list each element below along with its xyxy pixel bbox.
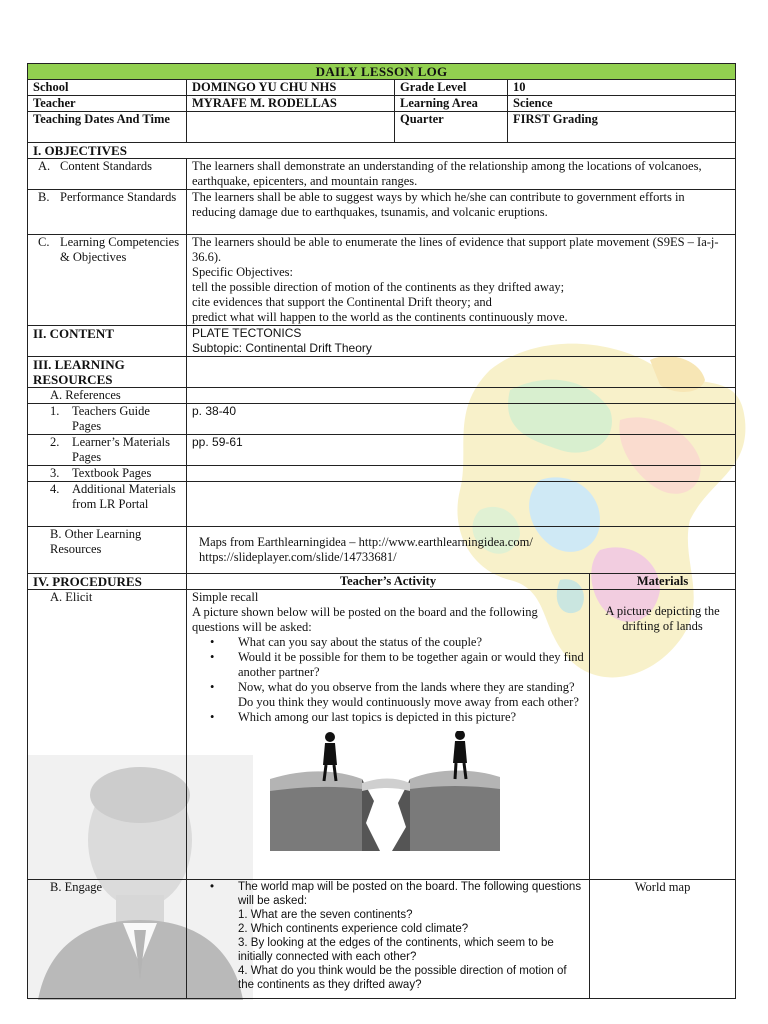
teaching-dates-label: Teaching Dates And Time (28, 112, 187, 143)
materials-header: Materials (590, 574, 736, 590)
performance-standards-text-label: Performance Standards (60, 190, 177, 204)
resource-item-label: Learner’s Materials Pages (72, 435, 170, 464)
teachers-activity-header: Teacher’s Activity (187, 574, 590, 590)
elicit-line-1: Simple recall (192, 590, 259, 604)
resource-item-num: 3. (50, 466, 60, 480)
resource-item-value: pp. 59-61 (187, 435, 736, 466)
resource-item-value (187, 466, 736, 482)
performance-standards-label (28, 190, 187, 235)
learning-resources-empty (187, 357, 736, 388)
competency-line-2: Specific Objectives: (192, 265, 294, 279)
engage-label: B. Engage (28, 880, 187, 999)
learning-competencies-text (187, 235, 736, 326)
daily-lesson-log-table (27, 63, 736, 999)
resource-item-additional-materials (28, 482, 187, 527)
elicit-line-2: A picture shown below will be posted on the board and the following questions will be asked: (192, 605, 538, 634)
engage-activity (187, 880, 590, 999)
resource-item-num: 2. (50, 435, 60, 449)
resource-item-label: Additional Materials from LR Portal (72, 482, 176, 511)
content-topic-title: PLATE TECTONICS (192, 326, 302, 340)
other-learning-resources-label: B. Other Learning Resources (28, 527, 187, 574)
learning-competencies-text-label: Learning Competencies & Objectives (60, 235, 180, 264)
learning-competencies-label (28, 235, 187, 326)
resource-item-value (187, 482, 736, 527)
content-heading: II. CONTENT (28, 326, 187, 357)
references-label: A. References (28, 388, 187, 404)
teacher-label: Teacher (28, 96, 187, 112)
content-subtopic: Subtopic: Continental Drift Theory (192, 341, 372, 355)
content-standards-text-label: Content Standards (60, 159, 153, 173)
content-standards-text: The learners shall demonstrate an understanding of the relationship among the locations of volcanoes, earthquake, epicenters, and mountain ranges. (187, 159, 736, 190)
other-resource-link-2: https://slideplayer.com/slide/14733681/ (199, 550, 397, 564)
resource-item-label: Textbook Pages (72, 466, 152, 480)
resource-item-learners-materials (28, 435, 187, 466)
resource-item-label: Teachers Guide Pages (72, 404, 150, 433)
learning-area-value: Science (508, 96, 736, 112)
content-standards-num: A. (38, 159, 51, 173)
list-item: • What can you say about the status of the couple? (192, 635, 584, 650)
elicit-questions (192, 635, 584, 725)
resource-item-textbook (28, 466, 187, 482)
school-value: DOMINGO YU CHU NHS (187, 80, 395, 96)
other-resource-link-1: Maps from Earthlearningidea – http://www.earthlearningidea.com/ (199, 535, 533, 549)
grade-level-label: Grade Level (395, 80, 508, 96)
document-title: DAILY LESSON LOG (28, 64, 736, 80)
teaching-dates-value (187, 112, 395, 143)
content-topic (187, 326, 736, 357)
separated-couple-illustration (270, 731, 500, 851)
resource-item-value: p. 38-40 (187, 404, 736, 435)
performance-standards-text: The learners shall be able to suggest ways by which he/she can contribute to government efforts in reducing damage due to earthquakes, tsunamis, and volcanic eruptions. (187, 190, 736, 235)
grade-level-value: 10 (508, 80, 736, 96)
engage-questions (192, 880, 584, 992)
list-item (192, 880, 584, 992)
list-item: • Would it be possible for them to be together again or would they find another partner? (192, 650, 584, 680)
resource-item-num: 4. (50, 482, 60, 496)
list-item: • Now, what do you observe from the lands where they are standing? Do you think they would continuously move away from each other? (192, 680, 584, 710)
quarter-label: Quarter (395, 112, 508, 143)
engage-question-1: 1. What are the seven continents? (238, 909, 413, 921)
elicit-activity (187, 590, 590, 880)
content-standards-label (28, 159, 187, 190)
learning-area-label: Learning Area (395, 96, 508, 112)
competency-line-1: The learners should be able to enumerate the lines of evidence that support plate movement (S9ES – Ia-j-36.6). (192, 235, 719, 264)
competency-line-5: predict what will happen to the world as the continents continuously move. (192, 310, 568, 324)
resource-item-num: 1. (50, 404, 60, 418)
engage-question-3: 3. By looking at the edges of the continents, which seem to be initially connected with each other? (238, 937, 554, 963)
competency-line-3: tell the possible direction of motion of the continents as they drifted away; (192, 280, 565, 294)
elicit-materials: A picture depicting the drifting of lands (590, 590, 736, 880)
quarter-value: FIRST Grading (508, 112, 736, 143)
other-learning-resources-value (187, 527, 736, 574)
learning-resources-heading: III. LEARNING RESOURCES (28, 357, 187, 388)
objectives-heading: I. OBJECTIVES (28, 143, 736, 159)
engage-intro: • The world map will be posted on the board. The following questions will be asked: (238, 881, 582, 907)
engage-question-4: 4. What do you think would be the possible direction of motion of the continents as they drifted away? (238, 965, 567, 991)
procedures-heading: IV. PROCEDURES (28, 574, 187, 590)
competency-line-4: cite evidences that support the Continental Drift theory; and (192, 295, 492, 309)
school-label: School (28, 80, 187, 96)
resource-item-teachers-guide (28, 404, 187, 435)
list-item: • Which among our last topics is depicted in this picture? (192, 710, 584, 725)
engage-question-2: 2. Which continents experience cold climate? (238, 923, 469, 935)
elicit-label: A. Elicit (28, 590, 187, 880)
performance-standards-num: B. (38, 190, 50, 204)
teacher-value: MYRAFE M. RODELLAS (187, 96, 395, 112)
engage-materials: World map (590, 880, 736, 999)
learning-competencies-num: C. (38, 235, 50, 249)
references-empty (187, 388, 736, 404)
